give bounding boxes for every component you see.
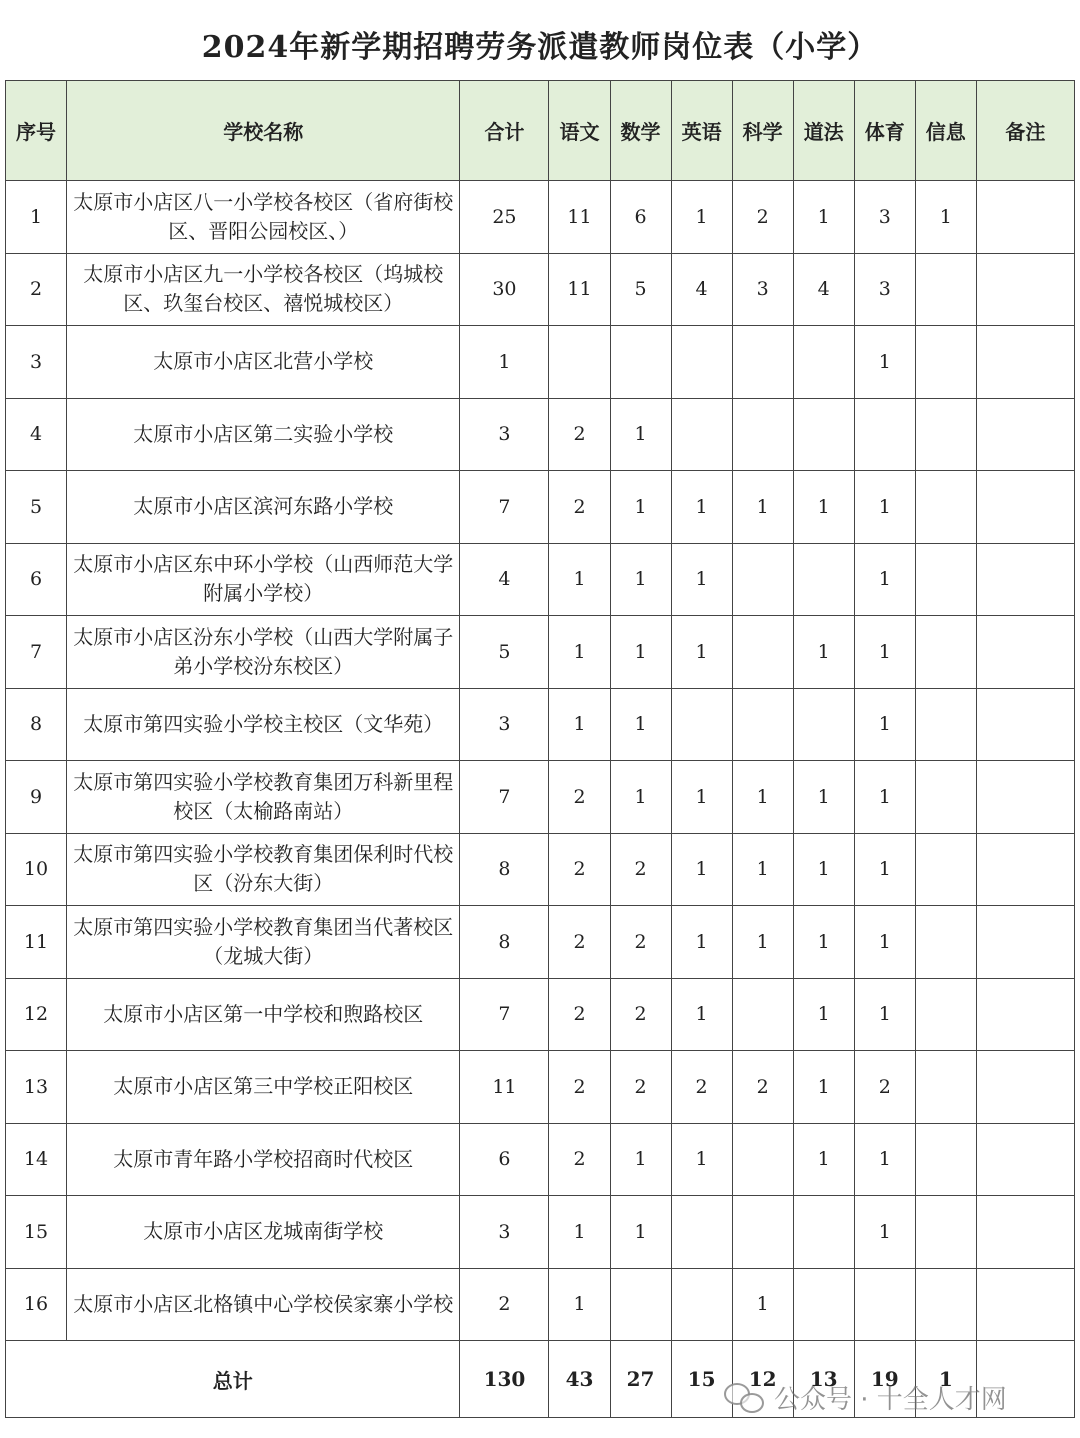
cell-math: 1: [610, 1196, 671, 1269]
cell-it: [915, 616, 976, 689]
cell-no: 13: [6, 1051, 67, 1124]
cell-science: 3: [732, 253, 793, 326]
cell-total: 3: [460, 1196, 549, 1269]
header-pe: 体育: [854, 81, 915, 181]
cell-pe: 1: [854, 833, 915, 906]
header-school-name: 学校名称: [67, 81, 460, 181]
cell-math: 1: [610, 398, 671, 471]
table-row: [6, 1268, 1075, 1341]
cell-english: 2: [671, 1051, 732, 1124]
cell-note: [976, 616, 1074, 689]
cell-total: 4: [460, 543, 549, 616]
cell-english: 1: [671, 471, 732, 544]
cell-pe: 1: [854, 1196, 915, 1269]
cell-english: [671, 1196, 732, 1269]
header-science: 科学: [732, 81, 793, 181]
cell-note: [976, 253, 1074, 326]
cell-total: 5: [460, 616, 549, 689]
cell-total: 11: [460, 1051, 549, 1124]
cell-math: 2: [610, 833, 671, 906]
cell-morality: 4: [793, 253, 854, 326]
summary-math: 27: [610, 1341, 671, 1418]
cell-note: [976, 543, 1074, 616]
cell-no: 15: [6, 1196, 67, 1269]
summary-science: 12: [732, 1341, 793, 1418]
cell-pe: 1: [854, 978, 915, 1051]
cell-english: 1: [671, 761, 732, 834]
cell-it: [915, 543, 976, 616]
cell-chinese: 1: [549, 616, 610, 689]
cell-morality: 1: [793, 978, 854, 1051]
cell-total: 7: [460, 471, 549, 544]
cell-english: [671, 688, 732, 761]
cell-no: 8: [6, 688, 67, 761]
cell-it: [915, 253, 976, 326]
cell-note: [976, 181, 1074, 254]
cell-morality: 1: [793, 906, 854, 979]
cell-math: [610, 1268, 671, 1341]
cell-morality: [793, 398, 854, 471]
cell-note: [976, 398, 1074, 471]
table-row: [6, 688, 1075, 761]
cell-morality: 1: [793, 761, 854, 834]
cell-note: [976, 1123, 1074, 1196]
cell-it: [915, 471, 976, 544]
cell-name: 太原市小店区九一小学校各校区（坞城校区、玖玺台校区、禧悦城校区）: [67, 253, 460, 326]
header-it: 信息: [915, 81, 976, 181]
table-row: [6, 1196, 1075, 1269]
table-row: [6, 761, 1075, 834]
cell-pe: 1: [854, 688, 915, 761]
cell-english: 1: [671, 1123, 732, 1196]
cell-chinese: 2: [549, 1051, 610, 1124]
cell-no: 2: [6, 253, 67, 326]
cell-name: 太原市小店区八一小学校各校区（省府街校区、晋阳公园校区、）: [67, 181, 460, 254]
cell-name: 太原市小店区龙城南街学校: [67, 1196, 460, 1269]
table-row: [6, 398, 1075, 471]
table-body: [6, 181, 1075, 1418]
cell-note: [976, 978, 1074, 1051]
cell-math: 1: [610, 761, 671, 834]
cell-it: [915, 978, 976, 1051]
summary-english: 15: [671, 1341, 732, 1418]
cell-it: [915, 326, 976, 399]
cell-english: 1: [671, 833, 732, 906]
watermark: [724, 1372, 1007, 1422]
cell-chinese: 2: [549, 1123, 610, 1196]
cell-math: 1: [610, 688, 671, 761]
cell-no: 3: [6, 326, 67, 399]
cell-chinese: 2: [549, 761, 610, 834]
summary-morality: 13: [793, 1341, 854, 1418]
cell-english: 4: [671, 253, 732, 326]
cell-it: [915, 1268, 976, 1341]
cell-chinese: 2: [549, 833, 610, 906]
cell-note: [976, 471, 1074, 544]
cell-chinese: 1: [549, 543, 610, 616]
summary-chinese: 43: [549, 1341, 610, 1418]
cell-name: 太原市小店区东中环小学校（山西师范大学附属小学校）: [67, 543, 460, 616]
cell-science: 1: [732, 471, 793, 544]
cell-english: 1: [671, 616, 732, 689]
cell-english: [671, 326, 732, 399]
cell-math: 2: [610, 906, 671, 979]
cell-note: [976, 833, 1074, 906]
cell-science: 1: [732, 906, 793, 979]
cell-total: 30: [460, 253, 549, 326]
cell-science: [732, 616, 793, 689]
cell-no: 6: [6, 543, 67, 616]
cell-it: [915, 688, 976, 761]
cell-math: 1: [610, 616, 671, 689]
cell-science: [732, 1123, 793, 1196]
cell-no: 12: [6, 978, 67, 1051]
cell-morality: [793, 1196, 854, 1269]
cell-no: 7: [6, 616, 67, 689]
cell-name: 太原市青年路小学校招商时代校区: [67, 1123, 460, 1196]
header-total: 合计: [460, 81, 549, 181]
header-morality: 道法: [793, 81, 854, 181]
cell-name: 太原市小店区第二实验小学校: [67, 398, 460, 471]
header-row: [6, 81, 1075, 181]
cell-note: [976, 326, 1074, 399]
positions-table: [5, 80, 1075, 1418]
cell-pe: 1: [854, 761, 915, 834]
cell-name: 太原市小店区第三中学校正阳校区: [67, 1051, 460, 1124]
watermark-text: 公众号 · 十全人才网: [774, 1384, 1007, 1415]
cell-it: [915, 833, 976, 906]
cell-name: 太原市小店区汾东小学校（山西大学附属子弟小学校汾东校区）: [67, 616, 460, 689]
cell-no: 5: [6, 471, 67, 544]
cell-chinese: 2: [549, 978, 610, 1051]
cell-pe: 3: [854, 253, 915, 326]
cell-chinese: [549, 326, 610, 399]
header-math: 数学: [610, 81, 671, 181]
table-row: [6, 326, 1075, 399]
cell-math: 2: [610, 1051, 671, 1124]
cell-total: 1: [460, 326, 549, 399]
table-row: [6, 1051, 1075, 1124]
cell-chinese: 1: [549, 1196, 610, 1269]
cell-it: [915, 1051, 976, 1124]
cell-english: [671, 398, 732, 471]
cell-chinese: 11: [549, 253, 610, 326]
cell-english: [671, 1268, 732, 1341]
cell-pe: [854, 1268, 915, 1341]
cell-morality: 1: [793, 833, 854, 906]
header-english: 英语: [671, 81, 732, 181]
cell-it: [915, 761, 976, 834]
cell-morality: 1: [793, 1051, 854, 1124]
summary-label: 总计: [6, 1341, 460, 1418]
wechat-icon: [724, 1381, 764, 1413]
cell-math: 6: [610, 181, 671, 254]
cell-total: 8: [460, 906, 549, 979]
table-row: [6, 471, 1075, 544]
cell-math: 2: [610, 978, 671, 1051]
cell-morality: [793, 688, 854, 761]
cell-total: 6: [460, 1123, 549, 1196]
cell-pe: [854, 398, 915, 471]
cell-chinese: 1: [549, 1268, 610, 1341]
table-row: [6, 906, 1075, 979]
cell-science: [732, 688, 793, 761]
cell-it: [915, 1123, 976, 1196]
table-row: [6, 543, 1075, 616]
cell-chinese: 11: [549, 181, 610, 254]
cell-note: [976, 761, 1074, 834]
table-row: [6, 833, 1075, 906]
cell-pe: 2: [854, 1051, 915, 1124]
cell-note: [976, 1051, 1074, 1124]
cell-name: 太原市第四实验小学校教育集团当代著校区（龙城大街）: [67, 906, 460, 979]
cell-morality: [793, 543, 854, 616]
cell-note: [976, 1268, 1074, 1341]
cell-morality: 1: [793, 471, 854, 544]
cell-no: 16: [6, 1268, 67, 1341]
cell-english: 1: [671, 543, 732, 616]
cell-english: 1: [671, 906, 732, 979]
summary-total: 130: [460, 1341, 549, 1418]
cell-note: [976, 688, 1074, 761]
cell-math: 1: [610, 1123, 671, 1196]
cell-total: 25: [460, 181, 549, 254]
table-row: [6, 181, 1075, 254]
cell-it: [915, 398, 976, 471]
header-chinese: 语文: [549, 81, 610, 181]
cell-math: [610, 326, 671, 399]
cell-science: [732, 978, 793, 1051]
cell-name: 太原市第四实验小学校教育集团万科新里程校区（太榆路南站）: [67, 761, 460, 834]
cell-math: 5: [610, 253, 671, 326]
cell-pe: 1: [854, 543, 915, 616]
cell-it: [915, 1196, 976, 1269]
cell-science: [732, 1196, 793, 1269]
cell-pe: 1: [854, 326, 915, 399]
cell-morality: [793, 326, 854, 399]
table-row: [6, 253, 1075, 326]
summary-pe: 19: [854, 1341, 915, 1418]
cell-pe: 1: [854, 471, 915, 544]
cell-it: 1: [915, 181, 976, 254]
cell-english: 1: [671, 181, 732, 254]
page-title: 2024年新学期招聘劳务派遣教师岗位表（小学）: [201, 30, 879, 65]
cell-name: 太原市第四实验小学校教育集团保利时代校区（汾东大街）: [67, 833, 460, 906]
cell-total: 7: [460, 761, 549, 834]
cell-science: 2: [732, 1051, 793, 1124]
cell-science: 2: [732, 181, 793, 254]
cell-it: [915, 906, 976, 979]
cell-no: 4: [6, 398, 67, 471]
cell-morality: [793, 1268, 854, 1341]
cell-no: 10: [6, 833, 67, 906]
cell-science: [732, 398, 793, 471]
header-no: 序号: [6, 81, 67, 181]
cell-total: 8: [460, 833, 549, 906]
cell-name: 太原市小店区滨河东路小学校: [67, 471, 460, 544]
cell-note: [976, 906, 1074, 979]
header-note: 备注: [976, 81, 1074, 181]
cell-science: 1: [732, 1268, 793, 1341]
cell-note: [976, 1196, 1074, 1269]
cell-morality: 1: [793, 616, 854, 689]
cell-name: 太原市第四实验小学校主校区（文华苑）: [67, 688, 460, 761]
cell-name: 太原市小店区第一中学校和煦路校区: [67, 978, 460, 1051]
cell-pe: 1: [854, 1123, 915, 1196]
cell-math: 1: [610, 543, 671, 616]
summary-it: 1: [915, 1341, 976, 1418]
table-row: [6, 978, 1075, 1051]
cell-chinese: 2: [549, 398, 610, 471]
table-header: [6, 81, 1075, 181]
cell-total: 3: [460, 398, 549, 471]
cell-morality: 1: [793, 181, 854, 254]
cell-chinese: 1: [549, 688, 610, 761]
cell-pe: 3: [854, 181, 915, 254]
table-row: [6, 1123, 1075, 1196]
cell-name: 太原市小店区北营小学校: [67, 326, 460, 399]
cell-total: 7: [460, 978, 549, 1051]
cell-science: [732, 326, 793, 399]
cell-no: 11: [6, 906, 67, 979]
table-row: [6, 616, 1075, 689]
cell-morality: 1: [793, 1123, 854, 1196]
cell-no: 9: [6, 761, 67, 834]
cell-pe: 1: [854, 906, 915, 979]
cell-english: 1: [671, 978, 732, 1051]
cell-science: 1: [732, 833, 793, 906]
cell-science: 1: [732, 761, 793, 834]
cell-pe: 1: [854, 616, 915, 689]
cell-no: 1: [6, 181, 67, 254]
cell-total: 3: [460, 688, 549, 761]
cell-name: 太原市小店区北格镇中心学校侯家寨小学校: [67, 1268, 460, 1341]
cell-chinese: 2: [549, 471, 610, 544]
cell-chinese: 2: [549, 906, 610, 979]
cell-total: 2: [460, 1268, 549, 1341]
cell-science: [732, 543, 793, 616]
cell-math: 1: [610, 471, 671, 544]
cell-no: 14: [6, 1123, 67, 1196]
